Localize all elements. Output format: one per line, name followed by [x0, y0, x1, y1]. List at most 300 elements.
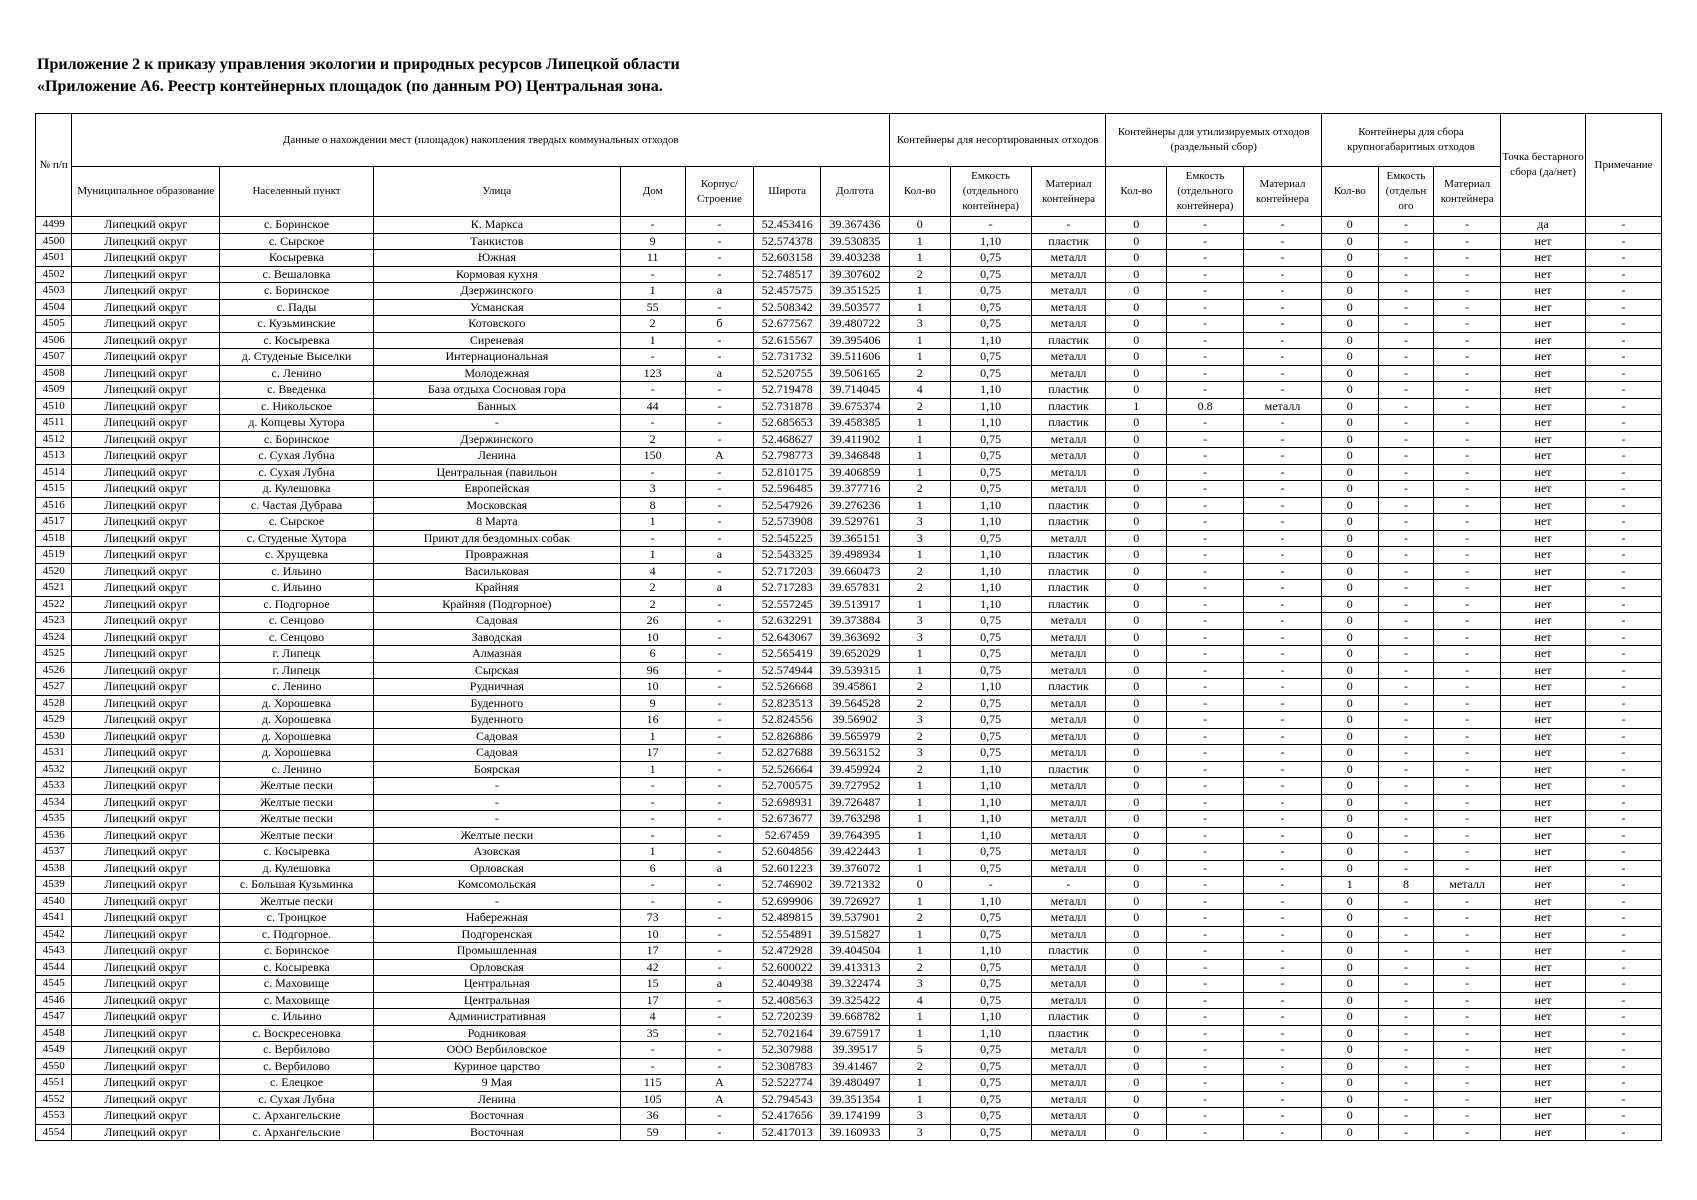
cell-unsorted-material: металл — [1031, 992, 1106, 1009]
cell-bulky-count: 0 — [1321, 563, 1378, 580]
cell-lon: 39.160933 — [821, 1124, 890, 1141]
cell-street: Интернациональная — [373, 349, 620, 366]
cell-lat: 52.685653 — [754, 415, 821, 432]
cell-point: нет — [1501, 266, 1586, 283]
cell-unsorted-material: пластик — [1031, 497, 1106, 514]
cell-unsorted-count: 1 — [889, 646, 950, 663]
cell-bulky-count: 0 — [1321, 250, 1378, 267]
cell-note: - — [1586, 761, 1662, 778]
cell-house: 1 — [620, 728, 685, 745]
cell-recycle-capacity: - — [1167, 530, 1244, 547]
cell-settlement: с. Маховище — [220, 992, 374, 1009]
cell-unsorted-count: 3 — [889, 316, 950, 333]
table-row — [36, 943, 1662, 960]
cell-recycle-material: - — [1244, 1042, 1322, 1059]
cell-unsorted-capacity: 0,75 — [950, 431, 1031, 448]
cell-unsorted-capacity: 1,10 — [950, 596, 1031, 613]
cell-unsorted-count: 3 — [889, 976, 950, 993]
cell-house: 1 — [620, 547, 685, 564]
cell-house: 10 — [620, 926, 685, 943]
cell-lon: 39.539315 — [821, 662, 890, 679]
cell-house: 3 — [620, 481, 685, 498]
cell-unsorted-capacity: 0,75 — [950, 530, 1031, 547]
cell-unsorted-count: 4 — [889, 382, 950, 399]
cell-house: - — [620, 349, 685, 366]
cell-point: нет — [1501, 761, 1586, 778]
cell-point: нет — [1501, 580, 1586, 597]
cell-municipality: Липецкий округ — [72, 992, 220, 1009]
cell-house: 1 — [620, 844, 685, 861]
cell-bulky-count: 0 — [1321, 679, 1378, 696]
cell-lon: 39.404504 — [821, 943, 890, 960]
cell-recycle-capacity: - — [1167, 1124, 1244, 1141]
cell-unsorted-material: - — [1031, 877, 1106, 894]
cell-settlement: с. Сырское — [220, 233, 374, 250]
header-street: Улица — [373, 167, 620, 217]
cell-recycle-count: 0 — [1106, 514, 1167, 531]
cell-unsorted-material: металл — [1031, 1058, 1106, 1075]
cell-municipality: Липецкий округ — [72, 1025, 220, 1042]
cell-street: Европейская — [373, 481, 620, 498]
cell-unsorted-material: металл — [1031, 250, 1106, 267]
cell-recycle-material: - — [1244, 1058, 1322, 1075]
cell-street: Крайняя (Подгорное) — [373, 596, 620, 613]
cell-bulky-material: - — [1434, 613, 1501, 630]
cell-recycle-count: 1 — [1106, 398, 1167, 415]
cell-recycle-material: - — [1244, 1009, 1322, 1026]
cell-street: Садовая — [373, 745, 620, 762]
cell-unsorted-material: металл — [1031, 778, 1106, 795]
cell-point: нет — [1501, 778, 1586, 795]
cell-recycle-count: 0 — [1106, 860, 1167, 877]
cell-street: - — [373, 893, 620, 910]
cell-lat: 52.719478 — [754, 382, 821, 399]
cell-bulky-material: - — [1434, 745, 1501, 762]
cell-lat: 52.698931 — [754, 794, 821, 811]
cell-street: - — [373, 778, 620, 795]
cell-recycle-material: - — [1244, 217, 1322, 234]
cell-house: 16 — [620, 712, 685, 729]
cell-lon: 39.657831 — [821, 580, 890, 597]
cell-unsorted-material: металл — [1031, 1042, 1106, 1059]
cell-bulky-count: 0 — [1321, 382, 1378, 399]
cell-unsorted-count: 5 — [889, 1042, 950, 1059]
cell-unsorted-count: 1 — [889, 893, 950, 910]
cell-bulky-count: 0 — [1321, 233, 1378, 250]
cell-bulky-material: - — [1434, 811, 1501, 828]
cell-house: 8 — [620, 497, 685, 514]
cell-recycle-capacity: - — [1167, 1025, 1244, 1042]
cell-num: 4549 — [36, 1042, 72, 1059]
cell-settlement: Желтые пески — [220, 827, 374, 844]
cell-street: Танкистов — [373, 233, 620, 250]
cell-settlement: с. Боринское — [220, 283, 374, 300]
cell-note: - — [1586, 745, 1662, 762]
cell-bulky-material: - — [1434, 728, 1501, 745]
cell-lon: 39.39517 — [821, 1042, 890, 1059]
cell-recycle-capacity: - — [1167, 728, 1244, 745]
cell-unsorted-count: 2 — [889, 580, 950, 597]
cell-building: - — [685, 877, 754, 894]
cell-house: - — [620, 811, 685, 828]
cell-num: 4514 — [36, 464, 72, 481]
cell-recycle-count: 0 — [1106, 943, 1167, 960]
cell-recycle-capacity: - — [1167, 448, 1244, 465]
cell-point: нет — [1501, 662, 1586, 679]
cell-unsorted-material: металл — [1031, 530, 1106, 547]
table-row — [36, 893, 1662, 910]
cell-bulky-capacity: - — [1378, 481, 1434, 498]
cell-note: - — [1586, 1009, 1662, 1026]
cell-unsorted-capacity: 1,10 — [950, 1025, 1031, 1042]
cell-unsorted-material: металл — [1031, 349, 1106, 366]
table-row — [36, 695, 1662, 712]
cell-lon: 39.373884 — [821, 613, 890, 630]
cell-settlement: с. Боринское — [220, 217, 374, 234]
cell-lat: 52.824556 — [754, 712, 821, 729]
cell-lon: 39.346848 — [821, 448, 890, 465]
cell-point: нет — [1501, 497, 1586, 514]
cell-building: - — [685, 844, 754, 861]
cell-house: 96 — [620, 662, 685, 679]
cell-unsorted-capacity: 0,75 — [950, 266, 1031, 283]
cell-recycle-capacity: - — [1167, 943, 1244, 960]
cell-point: нет — [1501, 629, 1586, 646]
cell-building: - — [685, 712, 754, 729]
cell-unsorted-material: пластик — [1031, 679, 1106, 696]
cell-note: - — [1586, 976, 1662, 993]
cell-lat: 52.565419 — [754, 646, 821, 663]
cell-municipality: Липецкий округ — [72, 712, 220, 729]
cell-recycle-capacity: - — [1167, 596, 1244, 613]
table-row — [36, 761, 1662, 778]
cell-settlement: с. Косыревка — [220, 844, 374, 861]
cell-lon: 39.675374 — [821, 398, 890, 415]
table-row — [36, 398, 1662, 415]
cell-settlement: с. Ленино — [220, 761, 374, 778]
cell-unsorted-material: металл — [1031, 431, 1106, 448]
cell-unsorted-capacity: 0,75 — [950, 745, 1031, 762]
table-row — [36, 976, 1662, 993]
cell-recycle-count: 0 — [1106, 794, 1167, 811]
cell-lat: 52.520755 — [754, 365, 821, 382]
cell-unsorted-capacity: 0,75 — [950, 959, 1031, 976]
cell-lat: 52.702164 — [754, 1025, 821, 1042]
cell-point: нет — [1501, 1042, 1586, 1059]
table-row — [36, 1025, 1662, 1042]
cell-lon: 39.652029 — [821, 646, 890, 663]
cell-point: нет — [1501, 415, 1586, 432]
cell-lon: 39.563152 — [821, 745, 890, 762]
cell-recycle-count: 0 — [1106, 910, 1167, 927]
cell-recycle-material: - — [1244, 464, 1322, 481]
cell-building: - — [685, 910, 754, 927]
cell-municipality: Липецкий округ — [72, 959, 220, 976]
cell-lon: 39.506165 — [821, 365, 890, 382]
cell-num: 4518 — [36, 530, 72, 547]
cell-unsorted-material: пластик — [1031, 332, 1106, 349]
cell-street: Ленина — [373, 1091, 620, 1108]
cell-recycle-material: - — [1244, 860, 1322, 877]
cell-lat: 52.547926 — [754, 497, 821, 514]
cell-street: ООО Вербиловское — [373, 1042, 620, 1059]
cell-municipality: Липецкий округ — [72, 398, 220, 415]
cell-settlement: Желтые пески — [220, 778, 374, 795]
table-row — [36, 1042, 1662, 1059]
cell-bulky-capacity: - — [1378, 332, 1434, 349]
cell-lat: 52.746902 — [754, 877, 821, 894]
table-row — [36, 646, 1662, 663]
cell-unsorted-material: металл — [1031, 1091, 1106, 1108]
cell-municipality: Липецкий округ — [72, 745, 220, 762]
cell-unsorted-count: 4 — [889, 992, 950, 1009]
cell-bulky-capacity: 8 — [1378, 877, 1434, 894]
cell-municipality: Липецкий округ — [72, 1075, 220, 1092]
cell-municipality: Липецкий округ — [72, 316, 220, 333]
cell-unsorted-capacity: 1,10 — [950, 332, 1031, 349]
cell-bulky-material: - — [1434, 415, 1501, 432]
cell-municipality: Липецкий округ — [72, 266, 220, 283]
cell-lat: 52.632291 — [754, 613, 821, 630]
cell-building: - — [685, 893, 754, 910]
title-line-1: Приложение 2 к приказу управления экологии и природных ресурсов Липецкой области — [37, 56, 680, 73]
cell-building: - — [685, 497, 754, 514]
cell-recycle-count: 0 — [1106, 745, 1167, 762]
cell-unsorted-capacity: 0,75 — [950, 481, 1031, 498]
cell-bulky-capacity: - — [1378, 860, 1434, 877]
cell-unsorted-material: металл — [1031, 283, 1106, 300]
cell-building: а — [685, 860, 754, 877]
table-row — [36, 299, 1662, 316]
cell-bulky-material: - — [1434, 943, 1501, 960]
cell-recycle-material: - — [1244, 976, 1322, 993]
cell-street: Промышленная — [373, 943, 620, 960]
cell-house: 26 — [620, 613, 685, 630]
cell-unsorted-count: 1 — [889, 464, 950, 481]
cell-bulky-material: - — [1434, 596, 1501, 613]
cell-settlement: с. Маховище — [220, 976, 374, 993]
cell-unsorted-count: 1 — [889, 431, 950, 448]
cell-recycle-count: 0 — [1106, 382, 1167, 399]
cell-point: нет — [1501, 679, 1586, 696]
cell-lon: 39.529761 — [821, 514, 890, 531]
cell-recycle-count: 0 — [1106, 596, 1167, 613]
cell-bulky-capacity: - — [1378, 662, 1434, 679]
cell-recycle-material: - — [1244, 283, 1322, 300]
cell-bulky-capacity: - — [1378, 514, 1434, 531]
cell-note: - — [1586, 365, 1662, 382]
cell-unsorted-capacity: 0,75 — [950, 464, 1031, 481]
cell-bulky-count: 0 — [1321, 778, 1378, 795]
cell-unsorted-count: 1 — [889, 811, 950, 828]
cell-recycle-material: - — [1244, 728, 1322, 745]
cell-lat: 52.522774 — [754, 1075, 821, 1092]
title-line-2: «Приложение А6. Реестр контейнерных площадок (по данным РО) Центральная зона. — [37, 78, 663, 95]
cell-bulky-material: - — [1434, 778, 1501, 795]
cell-bulky-count: 0 — [1321, 629, 1378, 646]
cell-unsorted-count: 1 — [889, 778, 950, 795]
cell-settlement: г. Липецк — [220, 662, 374, 679]
cell-recycle-count: 0 — [1106, 547, 1167, 564]
cell-building: - — [685, 415, 754, 432]
cell-lat: 52.554891 — [754, 926, 821, 943]
cell-bulky-capacity: - — [1378, 778, 1434, 795]
cell-building: - — [685, 728, 754, 745]
cell-note: - — [1586, 712, 1662, 729]
cell-settlement: с. Ильино — [220, 563, 374, 580]
cell-num: 4526 — [36, 662, 72, 679]
cell-bulky-material: - — [1434, 844, 1501, 861]
cell-unsorted-capacity: 0,75 — [950, 316, 1031, 333]
cell-lat: 52.720239 — [754, 1009, 821, 1026]
cell-recycle-material: - — [1244, 448, 1322, 465]
cell-unsorted-material: пластик — [1031, 761, 1106, 778]
cell-note: - — [1586, 1042, 1662, 1059]
cell-municipality: Липецкий округ — [72, 860, 220, 877]
cell-recycle-capacity: - — [1167, 547, 1244, 564]
cell-building: - — [685, 398, 754, 415]
cell-num: 4499 — [36, 217, 72, 234]
cell-unsorted-count: 0 — [889, 877, 950, 894]
cell-recycle-count: 0 — [1106, 283, 1167, 300]
header-settlement: Населенный пункт — [220, 167, 374, 217]
cell-point: нет — [1501, 695, 1586, 712]
cell-recycle-capacity: - — [1167, 959, 1244, 976]
cell-num: 4540 — [36, 893, 72, 910]
cell-bulky-count: 0 — [1321, 547, 1378, 564]
cell-bulky-count: 0 — [1321, 1091, 1378, 1108]
cell-unsorted-count: 2 — [889, 695, 950, 712]
cell-recycle-capacity: - — [1167, 514, 1244, 531]
cell-street: Васильковая — [373, 563, 620, 580]
cell-num: 4512 — [36, 431, 72, 448]
cell-house: 11 — [620, 250, 685, 267]
cell-settlement: с. Воскресеновка — [220, 1025, 374, 1042]
cell-street: - — [373, 811, 620, 828]
cell-bulky-count: 0 — [1321, 1025, 1378, 1042]
cell-lat: 52.731878 — [754, 398, 821, 415]
cell-bulky-count: 0 — [1321, 415, 1378, 432]
cell-note: - — [1586, 349, 1662, 366]
cell-lat: 52.453416 — [754, 217, 821, 234]
cell-bulky-capacity: - — [1378, 563, 1434, 580]
cell-settlement: с. Никольское — [220, 398, 374, 415]
cell-municipality: Липецкий округ — [72, 250, 220, 267]
cell-lat: 52.573908 — [754, 514, 821, 531]
table-row — [36, 563, 1662, 580]
cell-bulky-capacity: - — [1378, 646, 1434, 663]
cell-unsorted-count: 0 — [889, 217, 950, 234]
cell-unsorted-material: металл — [1031, 316, 1106, 333]
table-row — [36, 448, 1662, 465]
cell-lon: 39.564528 — [821, 695, 890, 712]
cell-recycle-count: 0 — [1106, 316, 1167, 333]
cell-house: 105 — [620, 1091, 685, 1108]
cell-bulky-count: 0 — [1321, 976, 1378, 993]
cell-lat: 52.545225 — [754, 530, 821, 547]
cell-building: - — [685, 250, 754, 267]
cell-recycle-capacity: - — [1167, 860, 1244, 877]
table-row — [36, 316, 1662, 333]
cell-unsorted-count: 1 — [889, 299, 950, 316]
cell-bulky-material: - — [1434, 910, 1501, 927]
cell-building: - — [685, 514, 754, 531]
cell-settlement: Косыревка — [220, 250, 374, 267]
cell-lat: 52.600022 — [754, 959, 821, 976]
cell-recycle-capacity: - — [1167, 497, 1244, 514]
cell-note: - — [1586, 811, 1662, 828]
cell-bulky-material: - — [1434, 761, 1501, 778]
cell-house: 17 — [620, 992, 685, 1009]
cell-lon: 39.537901 — [821, 910, 890, 927]
cell-street: Желтые пески — [373, 827, 620, 844]
cell-lat: 52.731732 — [754, 349, 821, 366]
cell-municipality: Липецкий округ — [72, 1108, 220, 1125]
cell-unsorted-capacity: 1,10 — [950, 679, 1031, 696]
cell-unsorted-count: 3 — [889, 712, 950, 729]
cell-settlement: с. Троицкое — [220, 910, 374, 927]
cell-note: - — [1586, 530, 1662, 547]
cell-building: - — [685, 629, 754, 646]
cell-recycle-count: 0 — [1106, 1009, 1167, 1026]
cell-lon: 39.411902 — [821, 431, 890, 448]
cell-unsorted-material: металл — [1031, 976, 1106, 993]
cell-recycle-count: 0 — [1106, 712, 1167, 729]
cell-note: - — [1586, 910, 1662, 927]
cell-unsorted-capacity: 0,75 — [950, 1042, 1031, 1059]
cell-bulky-material: - — [1434, 365, 1501, 382]
cell-point: нет — [1501, 745, 1586, 762]
cell-recycle-count: 0 — [1106, 827, 1167, 844]
cell-lon: 39.174199 — [821, 1108, 890, 1125]
cell-note: - — [1586, 431, 1662, 448]
cell-unsorted-count: 1 — [889, 349, 950, 366]
cell-num: 4510 — [36, 398, 72, 415]
cell-settlement: с. Сенцово — [220, 629, 374, 646]
cell-recycle-capacity: - — [1167, 1075, 1244, 1092]
table-row — [36, 860, 1662, 877]
cell-note: - — [1586, 662, 1662, 679]
cell-unsorted-count: 2 — [889, 679, 950, 696]
cell-house: - — [620, 266, 685, 283]
cell-bulky-material: - — [1434, 712, 1501, 729]
cell-municipality: Липецкий округ — [72, 580, 220, 597]
cell-unsorted-material: металл — [1031, 1108, 1106, 1125]
cell-street: Орловская — [373, 959, 620, 976]
cell-municipality: Липецкий округ — [72, 844, 220, 861]
cell-num: 4517 — [36, 514, 72, 531]
table-row — [36, 233, 1662, 250]
cell-municipality: Липецкий округ — [72, 563, 220, 580]
cell-bulky-count: 0 — [1321, 530, 1378, 547]
cell-municipality: Липецкий округ — [72, 1042, 220, 1059]
cell-recycle-count: 0 — [1106, 976, 1167, 993]
cell-street: Набережная — [373, 910, 620, 927]
cell-bulky-count: 0 — [1321, 365, 1378, 382]
table-row — [36, 365, 1662, 382]
cell-recycle-count: 0 — [1106, 299, 1167, 316]
cell-bulky-material: - — [1434, 976, 1501, 993]
cell-settlement: Желтые пески — [220, 794, 374, 811]
cell-settlement: д. Кулешовка — [220, 481, 374, 498]
cell-bulky-capacity: - — [1378, 266, 1434, 283]
cell-municipality: Липецкий округ — [72, 382, 220, 399]
cell-settlement: с. Сырское — [220, 514, 374, 531]
cell-unsorted-count: 1 — [889, 1009, 950, 1026]
cell-bulky-material: - — [1434, 464, 1501, 481]
cell-building: - — [685, 646, 754, 663]
cell-bulky-count: 0 — [1321, 613, 1378, 630]
